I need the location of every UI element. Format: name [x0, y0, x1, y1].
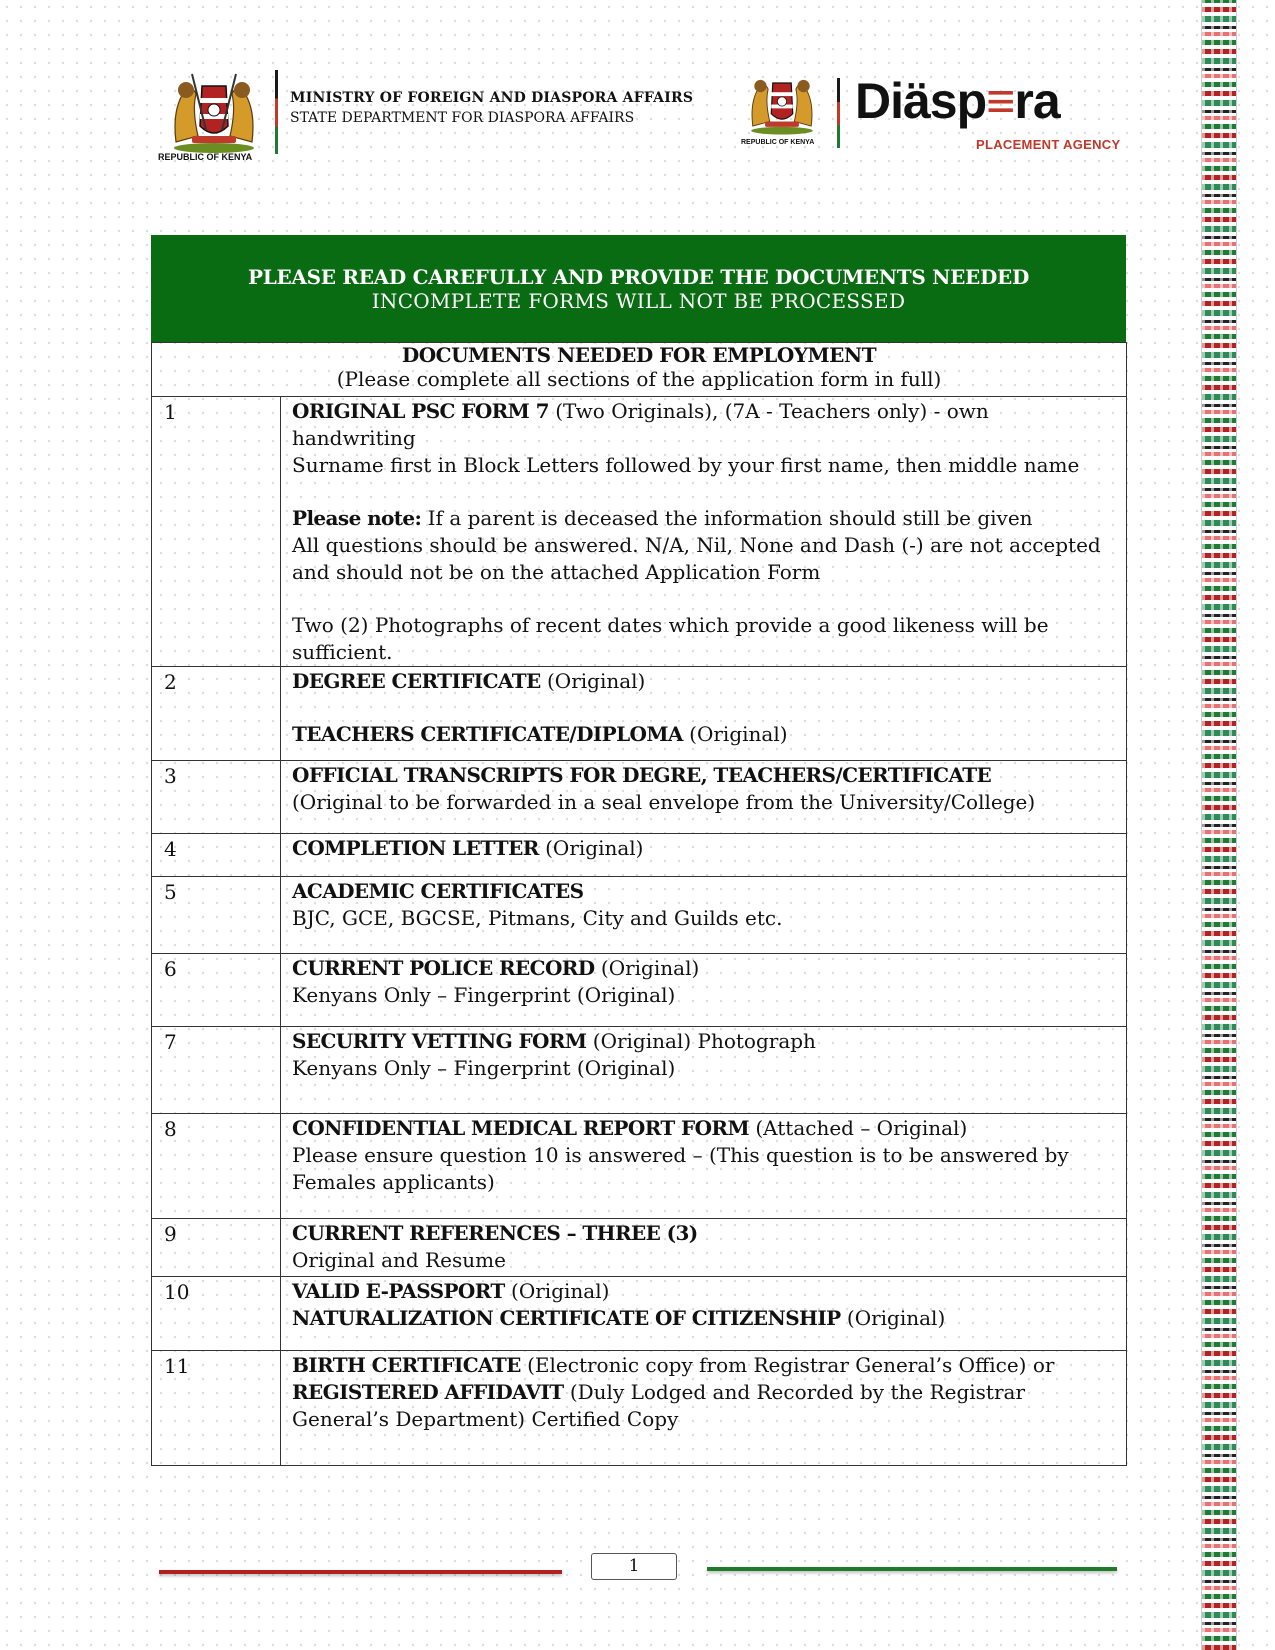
table-row	[152, 834, 1127, 877]
kenya-coat-of-arms-icon	[162, 70, 266, 154]
row-heading: VALID E-PASSPORT	[292, 1279, 505, 1303]
table-row	[152, 954, 1127, 1027]
row-heading: BIRTH CERTIFICATE	[292, 1353, 521, 1377]
row-content	[281, 1277, 1127, 1351]
table-row	[152, 1277, 1127, 1351]
row-line: Surname first in Block Letters followed by your first name, then middle name	[292, 453, 1080, 477]
row-line	[292, 955, 1114, 982]
row-content	[281, 1114, 1127, 1219]
row-line: All questions should be answered. N/A, Nil, None and Dash (-) are not accepted and should not be on the attached Application Form	[292, 533, 1101, 584]
row-detail: (Original)	[538, 836, 644, 860]
row-number: 6	[152, 954, 281, 1027]
row-content	[281, 834, 1127, 877]
row-number: 10	[152, 1277, 281, 1351]
table-row	[152, 1114, 1127, 1219]
documents-table	[151, 342, 1127, 1466]
row-line: Two (2) Photographs of recent dates which provide a good likeness will be sufficient.	[292, 613, 1049, 664]
row-heading: COMPLETION LETTER	[292, 836, 539, 860]
row-heading: OFFICIAL TRANSCRIPTS FOR DEGRE, TEACHERS/CERTIFICATE	[292, 763, 992, 787]
banner-line-1: PLEASE READ CAREFULLY AND PROVIDE THE DOCUMENTS NEEDED	[247, 264, 1030, 289]
row-content	[281, 877, 1127, 954]
brand-text-2: ≡	[986, 73, 1015, 129]
row-line: Kenyans Only – Fingerprint (Original)	[292, 983, 676, 1007]
row-detail: If a parent is deceased the information should still be given	[421, 506, 1033, 530]
row-number: 9	[152, 1219, 281, 1277]
row-detail: (Original)	[594, 956, 700, 980]
header-divider	[275, 70, 278, 154]
state-department-name: STATE DEPARTMENT FOR DIASPORA AFFAIRS	[290, 110, 635, 126]
row-heading: REGISTERED AFFIDAVIT	[292, 1380, 564, 1404]
page-number: 1	[591, 1553, 677, 1580]
row-content	[281, 1351, 1127, 1466]
row-number: 2	[152, 667, 281, 761]
row-detail: (Original)	[840, 1306, 946, 1330]
diaspora-logo-wordmark	[855, 72, 1060, 130]
row-line: Original and Resume	[292, 1248, 506, 1272]
table-row	[152, 667, 1127, 761]
kenya-coat-of-arms-small-icon	[742, 70, 822, 136]
crest-caption: REPUBLIC OF KENYA	[158, 152, 253, 162]
row-number: 11	[152, 1351, 281, 1466]
row-note-label: Please note:	[292, 506, 422, 530]
row-detail: (Duly Lodged and Recorded by the Registrar General’s Department) Certified Copy	[292, 1380, 1026, 1431]
ministry-name: MINISTRY OF FOREIGN AND DIASPORA AFFAIRS	[290, 90, 694, 106]
row-content	[281, 397, 1127, 667]
row-content	[281, 761, 1127, 834]
row-line	[292, 1352, 1114, 1433]
row-heading: SECURITY VETTING FORM	[292, 1029, 587, 1053]
row-content	[281, 954, 1127, 1027]
row-heading: NATURALIZATION CERTIFICATE OF CITIZENSHIP	[292, 1306, 841, 1330]
row-detail: (Electronic copy from Registrar General’s Office) or	[520, 1353, 1055, 1377]
row-detail: (Attached – Original)	[749, 1116, 968, 1140]
row-line	[292, 398, 1114, 452]
placement-agency-label: PLACEMENT AGENCY	[976, 137, 1121, 152]
row-detail: (Original) Photograph	[586, 1029, 816, 1053]
table-row	[152, 397, 1127, 667]
row-line: Kenyans Only – Fingerprint (Original)	[292, 1056, 676, 1080]
row-detail: (Original)	[682, 722, 788, 746]
row-number: 7	[152, 1027, 281, 1114]
row-line	[292, 1115, 1114, 1142]
row-line	[292, 505, 1114, 532]
row-detail: (Original)	[540, 669, 646, 693]
table-subtitle: (Please complete all sections of the application form in full)	[336, 367, 942, 391]
row-heading: DEGREE CERTIFICATE	[292, 669, 541, 693]
row-line: Please ensure question 10 is answered – (This question is to be answered by Females applicants)	[292, 1143, 1069, 1194]
table-row	[152, 1351, 1127, 1466]
row-line: (Original to be forwarded in a seal envelope from the University/College)	[292, 790, 1036, 814]
row-content	[281, 1219, 1127, 1277]
row-heading: TEACHERS CERTIFICATE/DIPLOMA	[292, 722, 683, 746]
table-title: DOCUMENTS NEEDED FOR EMPLOYMENT	[401, 343, 877, 367]
instruction-banner	[151, 235, 1126, 342]
row-detail: (Original)	[504, 1279, 610, 1303]
footer-green-rule	[707, 1567, 1117, 1571]
row-line	[292, 1278, 1114, 1305]
row-content	[281, 667, 1127, 761]
row-number: 4	[152, 834, 281, 877]
row-detail: (Two Originals), (7A - Teachers only) - own handwriting	[292, 399, 989, 450]
footer-red-rule	[159, 1570, 562, 1574]
table-row	[152, 761, 1127, 834]
brand-text-1: Diäsp	[855, 73, 987, 129]
table-row	[152, 1219, 1127, 1277]
row-line: BJC, GCE, BGCSE, Pitmans, City and Guilds etc.	[292, 906, 783, 930]
row-line	[292, 721, 1114, 748]
brand-text-3: ra	[1014, 73, 1060, 129]
row-content	[281, 1027, 1127, 1114]
row-heading: CURRENT REFERENCES – THREE (3)	[292, 1221, 698, 1245]
row-heading: ORIGINAL PSC FORM 7	[292, 399, 549, 423]
table-row	[152, 877, 1127, 954]
row-line	[292, 1028, 1114, 1055]
table-title-cell	[152, 343, 1127, 397]
row-line	[292, 835, 1114, 862]
crest-caption-small: REPUBLIC OF KENYA	[741, 139, 815, 146]
row-line	[292, 668, 1114, 695]
row-heading: CONFIDENTIAL MEDICAL REPORT FORM	[292, 1116, 749, 1140]
row-line	[292, 1305, 1114, 1332]
row-number: 5	[152, 877, 281, 954]
row-number: 1	[152, 397, 281, 667]
row-number: 8	[152, 1114, 281, 1219]
decorative-side-border	[1201, 0, 1237, 1650]
brand-divider	[837, 78, 840, 148]
banner-line-2: INCOMPLETE FORMS WILL NOT BE PROCESSED	[371, 288, 906, 313]
row-heading: ACADEMIC CERTIFICATES	[292, 879, 584, 903]
row-heading: CURRENT POLICE RECORD	[292, 956, 595, 980]
table-title-row	[152, 343, 1127, 397]
table-row	[152, 1027, 1127, 1114]
row-number: 3	[152, 761, 281, 834]
